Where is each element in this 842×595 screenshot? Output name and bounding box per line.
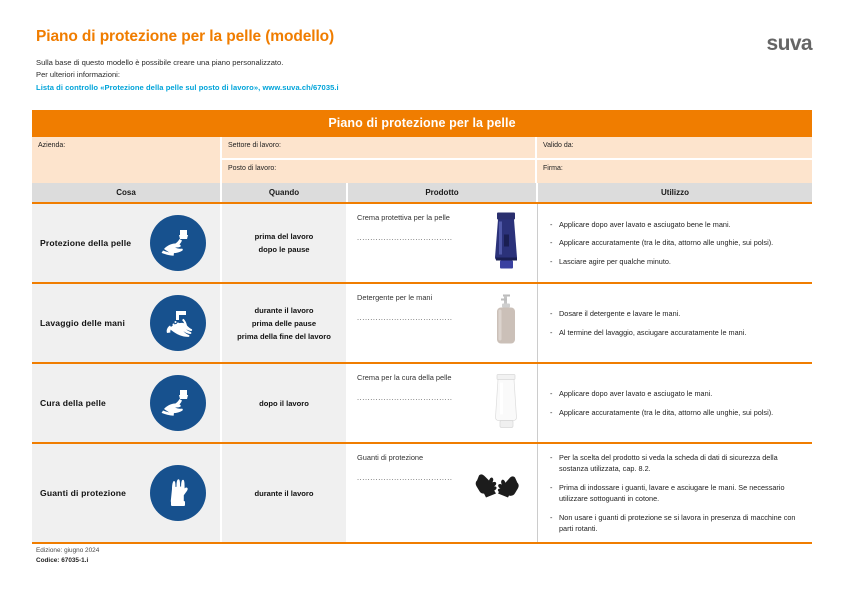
usage-text: Applicare dopo aver lavato e asciugato le mani. [559,389,713,399]
usage-text: Dosare il detergente e lavare le mani. [559,309,681,319]
bullet-dash: - [550,238,553,248]
cell-prodotto [348,444,538,542]
cell-utilizzo [538,444,812,542]
meta-middle-column [222,137,537,183]
table-row [32,444,812,544]
hand-cream-sign-icon [150,215,206,271]
cell-prodotto [348,204,538,282]
field-posto-label: Posto di lavoro: [228,165,277,172]
protective-gloves-sign-icon [150,465,206,521]
cell-quando [222,444,348,542]
table-meta-section [32,137,812,183]
usage-text: Al termine del lavaggio, asciugare accuratamente le mani. [559,327,747,337]
field-azienda[interactable] [32,137,222,183]
row-label: Guanti di protezione [40,488,127,499]
suva-logo: suva [766,32,812,55]
product-fill-line[interactable]: .................................... [357,393,453,402]
cell-quando [222,204,348,282]
usage-bullet [550,237,802,248]
code-text: Codice: 67035-1.i [36,557,89,564]
bullet-dash: - [550,219,553,229]
row-label: Cura della pelle [40,398,106,408]
bullet-dash: - [550,389,553,399]
usage-bullet [550,388,802,399]
cell-cosa [32,204,222,282]
blue-cream-tube-image [489,211,523,276]
cell-cosa [32,364,222,442]
usage-text: Non usare i guanti di protezione se si lavora in presenza di macchine con parti rotanti. [559,512,796,534]
column-header-prodotto: Prodotto [348,183,538,202]
cell-prodotto [348,364,538,442]
field-valido-da[interactable] [537,137,812,160]
quando-line: prima delle pause [251,318,317,328]
usage-text: Applicare dopo aver lavato e asciugato bene le mani. [559,219,731,229]
field-posto[interactable] [222,160,535,183]
usage-text: Prima di indossare i guanti, lavare e asciugare le mani. Se necessario utilizzare sottoguanti in cotone. [559,482,785,504]
field-valido-label: Valido da: [543,142,574,149]
meta-right-column [537,137,812,183]
cell-utilizzo [538,284,812,362]
bullet-dash: - [550,407,553,417]
row-label: Lavaggio delle mani [40,318,125,328]
product-fill-line[interactable]: .................................... [357,313,453,322]
field-azienda-label: Azienda: [38,142,66,149]
usage-text: Applicare accuratamente (tra le dita, attorno alle unghie, sui polsi). [559,238,774,248]
usage-bullet [550,256,802,267]
product-name: Crema per la cura della pelle [357,373,452,382]
bullet-dash: - [550,512,553,522]
cell-quando [222,364,348,442]
quando-line: dopo le pause [258,245,310,254]
intro-line-1: Sulla base di questo modello è possibile creare una piano personalizzato. [36,58,284,67]
quando-line: durante il lavoro [254,488,314,498]
product-name: Guanti di protezione [357,453,424,462]
white-cream-tube-image [489,371,523,436]
cell-quando [222,284,348,362]
usage-bullet [550,308,802,319]
usage-bullet [550,512,802,535]
product-fill-line[interactable]: .................................... [357,473,453,482]
bullet-dash: - [550,256,553,266]
black-gloves-image [471,470,523,517]
protection-plan-table [32,110,812,544]
quando-line: durante il lavoro [254,305,314,315]
document-footer [36,546,99,566]
column-header-cosa: Cosa [32,183,222,202]
usage-text: Applicare accuratamente (tra le dita, attorno alle unghie, sui polsi). [559,407,774,417]
cell-utilizzo [538,364,812,442]
table-row [32,284,812,364]
product-fill-line[interactable]: .................................... [357,233,453,242]
usage-bullet [550,482,802,505]
usage-bullet [550,452,802,475]
column-header-quando: Quando [222,183,348,202]
bullet-dash: - [550,309,553,319]
field-settore[interactable] [222,137,535,160]
cell-cosa [32,444,222,542]
usage-bullet [550,327,802,338]
quando-line: prima del lavoro [254,232,314,241]
cell-prodotto [348,284,538,362]
hand-washing-sign-icon [150,295,206,351]
document-header [36,28,812,92]
quando-line: dopo il lavoro [259,398,309,408]
usage-bullet [550,219,802,230]
row-label: Protezione della pelle [40,238,132,248]
table-banner-title: Piano di protezione per la pelle [32,110,812,137]
table-row [32,364,812,444]
usage-bullet [550,407,802,418]
bullet-dash: - [550,482,553,492]
checklist-link[interactable]: Lista di controllo «Protezione della pelle sul posto di lavoro», www.suva.ch/67035.i [36,83,339,93]
field-settore-label: Settore di lavoro: [228,142,281,149]
edition-text: Edizione: giugno 2024 [36,547,100,554]
product-name: Crema protettiva per la pelle [357,213,450,222]
usage-text: Per la scelta del prodotto si veda la scheda di dati di sicurezza della sostanza utilizzata, cap. 8.2. [559,453,778,474]
cell-cosa [32,284,222,362]
cell-utilizzo [538,204,812,282]
bullet-dash: - [550,327,553,337]
bullet-dash: - [550,453,553,462]
intro-line-2: Per ulteriori informazioni: [36,70,120,80]
field-firma-label: Firma: [543,165,563,172]
table-column-headers [32,183,812,204]
page-title: Piano di protezione per la pelle (modello) [36,28,335,45]
soap-dispenser-image [489,291,523,356]
product-name: Detergente per le mani [357,293,433,302]
quando-line: prima della fine del lavoro [237,331,331,341]
table-row [32,204,812,284]
hand-cream-sign-icon [150,375,206,431]
column-header-utilizzo: Utilizzo [661,188,689,197]
field-firma[interactable] [537,160,812,183]
usage-text: Lasciare agire per qualche minuto. [559,256,671,266]
